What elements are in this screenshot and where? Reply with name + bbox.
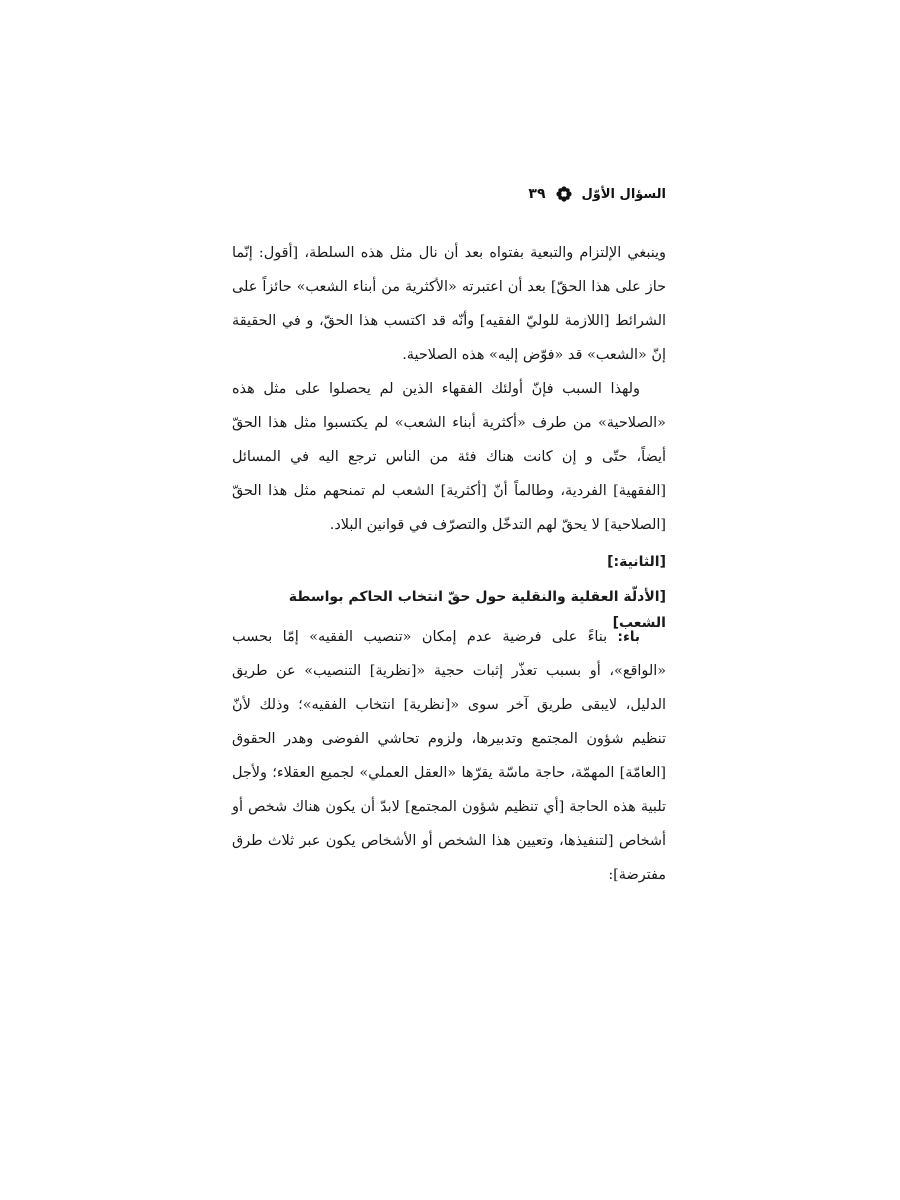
chapter-title: السؤال الأوّل [581, 186, 666, 202]
running-header [232, 186, 666, 202]
page-number: ٣٩ [528, 186, 546, 202]
flower-ornament-icon [556, 186, 572, 202]
paragraph-2: ولهذا السبب فإنّ أولئك الفقهاء الذين لم يحصلوا على مثل هذه «الصلاحية» من طرف «أكثرية أبناء الشعب» لم يكتسبوا مثل هذا الحقّ أيضاً، حتّى و إن كانت هناك فئة من الناس ترجع اليه في المسائل [الفقهية] الفردية، وطالماً أنّ [أكثرية] الشعب لم تمنحهم مثل هذا الحقّ [الصلاحية] لا يحقّ لهم التدخّل والتصرّف في قوانين البلاد. [232, 381, 666, 533]
paragraph-3-text: بناءً على فرضية عدم إمكان «تنصيب الفقيه» إمّا بحسب «الواقع»، أو بسبب تعذّر إثبات حجية «[نظرية] التنصيب» عن طريق الدليل، لايبقى طريق آخر سوى «[نظرية] انتخاب الفقيه»؛ وذلك لأنّ تنظيم شؤون المجتمع وتدبيرها، ولزوم تحاشي الفوضى وهدر الحقوق [العامّة] المهمّة، حاجة ماسّة يقرّها «العقل العملي» لجميع العقلاء؛ ولأجل تلبية هذه الحاجة [أي تنظيم شؤون المجتمع] لابدّ أن يكون هناك شخص أو أشخاص [لتنفيذها، وتعيين هذا الشخص أو الأشخاص يكون عبر ثلاث طرق مفترضة]: [232, 629, 666, 883]
paragraph-1: وينبغي الإلتزام والتبعية بفتواه بعد أن نال مثل هذه السلطة، [أقول: إنّما حاز على هذا الحقّ] بعد أن اعتبرته «الأكثرية من أبناء الشعب» حائزاً على الشرائط [اللازمة للوليّ الفقيه] وأنّه قد اكتسب هذا الحقّ، و في الحقيقة إنّ «الشعب» قد «فوّض إليه» هذه الصلاحية. [232, 245, 666, 363]
section-heading-second: [الثانية:] [607, 554, 666, 570]
paragraph-lead-label: باء: [617, 629, 640, 645]
paragraph-3 [232, 620, 666, 892]
section-subheading-proofs: [الأدلّة العقلية والنقلية حول حقّ انتخاب الحاكم بواسطة الشعب] [288, 589, 666, 631]
